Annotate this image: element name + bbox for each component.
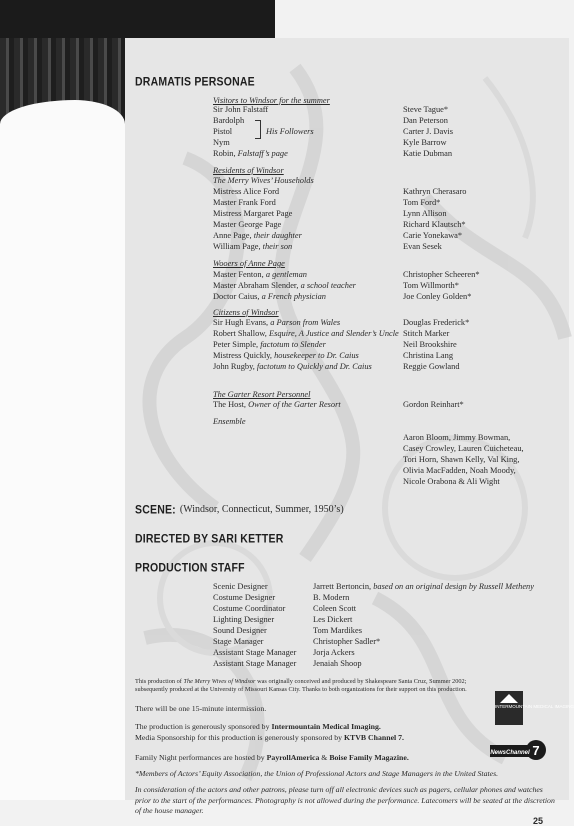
followers-label: His Followers	[266, 127, 314, 136]
sponsor-note: The production is generously sponsored by Intermountain Medical Imaging. Media Sponsorship for this production is generously sponsored by KTVB Channel 7.	[135, 722, 404, 742]
dark-corner-band	[0, 0, 275, 38]
garter-title: The Garter Resort Personnel	[213, 390, 311, 399]
role-bardolph: Bardolph	[213, 116, 245, 125]
residents-subtitle: The Merry Wives’ Households	[213, 176, 314, 185]
ktvb-logo-graphic	[490, 737, 546, 763]
equity-note: *Members of Actors’ Equity Association, the Union of Professional Actors and Stage Managers in the United States.	[135, 769, 499, 778]
role-host: The Host, Owner of the Garter Resort	[213, 400, 341, 409]
citizens-roles: Sir Hugh Evans, a Parson from Wales Robert Shallow, Esquire, A Justice and Slender’s Uncle Peter Simple, factotum to Slender Mistress Quickly, housekeeper to Dr. Caius John Rugby, factotum to Quickly and Dr. Caius	[213, 318, 399, 371]
staff-positions: Scenic Designer Costume Designer Costume Coordinator Lighting Designer Sound Designer Stage Manager Assistant Stage Manager Assistant Stage Manager	[213, 582, 297, 668]
family-night-note: Family Night performances are hosted by PayrollAmerica & Boise Family Magazine.	[135, 753, 409, 762]
intermission-note: There will be one 15-minute intermission.	[135, 704, 267, 713]
role-pistol: Pistol	[213, 127, 233, 136]
role-robin: Robin, Falstaff’s page	[213, 149, 288, 158]
ensemble-members: Aaron Bloom, Jimmy Bowman, Casey Crowley, Lauren Cuicheteau, Tori Horn, Shawn Kelly, Val King, Olivia MacFadden, Noah Moody, Nicole Orabona & Ali Wight	[403, 433, 524, 486]
dramatis-heading: DRAMATIS PERSONAE	[135, 75, 255, 89]
role-nym: Nym	[213, 138, 230, 147]
production-staff-heading: PRODUCTION STAFF	[135, 561, 245, 575]
ensemble-title: Ensemble	[213, 417, 246, 426]
program-page	[125, 38, 574, 826]
actor-list-residents: Kathryn Cherasaro Tom Ford* Lynn Allison Richard Klautsch* Carie Yonekawa* Evan Sesek	[403, 187, 467, 251]
production-note: This production of The Merry Wives of Windsor was originally conceived and produced by Shakespeare Santa Cruz, Summer 2002; subsequently produced at the University of Missouri Kansas City. Thanks to both organizations for their support on this production.	[135, 678, 467, 693]
staff-people: Jarrett Bertoncin, based on an original design by Russell Metheny B. Modern Coleen Scott Les Dickert Tom Mardikes Christopher Sadler* Jorja Ackers Jenaiah Shoop	[313, 582, 534, 668]
wooers-title: Wooers of Anne Page	[213, 259, 285, 268]
residents-roles: Mistress Alice Ford Master Frank Ford Mistress Margaret Page Master George Page Anne Page, their daughter William Page, their son	[213, 187, 302, 251]
actor-list-citizens: Douglas Frederick* Stitch Marker Neil Brookshire Christina Lang Reggie Gowland	[403, 318, 470, 371]
ktvb-logo	[490, 737, 546, 763]
svg-text:7: 7	[532, 743, 540, 758]
page-number: 25	[533, 816, 544, 826]
citizens-title: Citizens of Windsor	[213, 308, 279, 317]
left-page-margin	[0, 130, 125, 800]
actor-host: Gordon Reinhart*	[403, 400, 464, 409]
svg-text:NewsChannel: NewsChannel	[490, 750, 530, 756]
directed-by-heading: DIRECTED BY SARI KETTER	[135, 532, 284, 546]
actor-list-visitors: Steve Tague* Dan Peterson Carter J. Davis Kyle Barrow Katie Dubman	[403, 105, 454, 158]
residents-title: Residents of Windsor	[213, 166, 284, 175]
scene-line: SCENE: (Windsor, Connecticut, Summer, 1950’s)	[135, 503, 344, 517]
wooers-roles: Master Fenton, a gentleman Master Abraham Slender, a school teacher Doctor Caius, a French physician	[213, 270, 356, 301]
actor-list-wooers: Christopher Scheeren* Tom Willmorth* Joe Conley Golden*	[403, 270, 480, 301]
imi-logo: INTERMOUNTAIN MEDICAL IMAGING	[495, 691, 523, 725]
devices-note: In consideration of the actors and other patrons, please turn off all electronic devices such as pagers, cellular phones and watches prior to the start of the performances. Photography is not allowed during the performance. Latecomers will be seated at the discretion of the house manager.	[135, 785, 555, 815]
role-falstaff: Sir John Falstaff	[213, 105, 269, 114]
visitors-title: Visitors to Windsor for the summer	[213, 96, 330, 105]
followers-bracket	[255, 120, 261, 139]
